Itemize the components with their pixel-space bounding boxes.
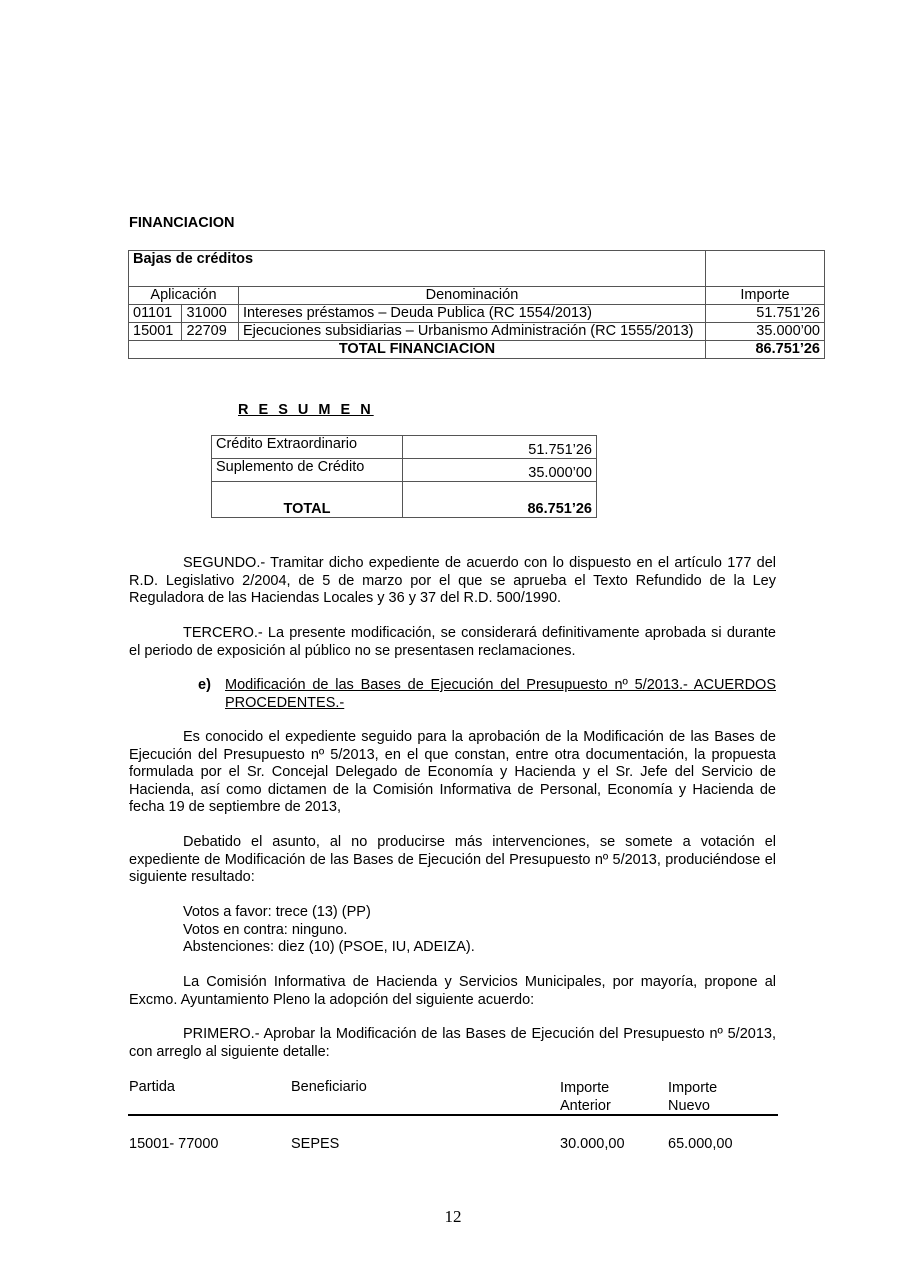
votacion-block [183,904,475,957]
resumen-table [211,435,597,518]
paragraph-tercero: TERCERO.- La presente modificación, se considerará definitivamente aprobada si durante el periodo de exposición al público no se presentasen reclamaciones. [129,625,776,659]
col-denominacion: Denominación [238,287,705,305]
divider [128,1114,778,1116]
total-financiacion-value: 86.751’26 [705,341,824,359]
paragraph-debatido: Debatido el asunto, al no producirse más intervenciones, se somete a votación el expediente de Modificación de las Bases de Ejecución del Presupuesto nº 5/2013, produciéndose el siguiente resultado: [129,834,776,885]
table-row [129,323,825,341]
financiacion-heading: FINANCIACION [129,215,235,231]
denominacion: Intereses préstamos – Deuda Publica (RC 1554/2013) [238,305,705,323]
abstenciones: Abstenciones: diez (10) (PSOE, IU, ADEIZA). [183,939,475,955]
detalle-partida: 15001- 77000 [129,1136,219,1152]
denominacion: Ejecuciones subsidiarias – Urbanismo Administración (RC 1555/2013) [238,323,705,341]
item-title: Modificación de las Bases de Ejecución del Presupuesto nº 5/2013.- ACUERDOS PROCEDENTES.- [225,677,776,711]
resumen-label: Crédito Extraordinario [212,436,403,459]
importe: 35.000’00 [705,323,824,341]
eco-code: 31000 [182,305,238,323]
resumen-total-label: TOTAL [212,482,403,518]
paragraph-comision: La Comisión Informativa de Hacienda y Servicios Municipales, por mayoría, propone al Excmo. Ayuntamiento Pleno la adopción del siguiente acuerdo: [129,974,776,1008]
resumen-total-value: 86.751’26 [403,482,597,518]
resumen-value: 51.751’26 [403,436,597,459]
paragraph-conocido: Es conocido el expediente seguido para la aprobación de la Modificación de las Bases de Ejecución del Presupuesto nº 5/2013, en el que constan, entre otra documentación, la propuesta formulada por el Sr. Concejal Delegado de Economía y Hacienda y el Sr. Jefe del Servicio de Hacienda, así como dictamen de la Comisión Informativa de Personal, Economía y Hacienda de fecha 19 de septiembre de 2013, [129,729,776,815]
importe: 51.751’26 [705,305,824,323]
votos-favor: Votos a favor: trece (13) (PP) [183,904,371,920]
page-number: 12 [444,1207,462,1226]
col-aplicacion: Aplicación [129,287,239,305]
col-partida: Partida [129,1079,175,1095]
detalle-nuevo: 65.000,00 [668,1136,733,1152]
table-row [212,459,597,482]
resumen-title: R E S U M E N [238,402,374,418]
detalle-anterior: 30.000,00 [560,1136,625,1152]
resumen-value: 35.000’00 [403,459,597,482]
eco-code: 22709 [182,323,238,341]
resumen-label: Suplemento de Crédito [212,459,403,482]
col-beneficiario: Beneficiario [291,1079,367,1095]
table-row [129,305,825,323]
org-code: 15001 [129,323,182,341]
paragraph-primero: PRIMERO.- Aprobar la Modificación de las Bases de Ejecución del Presupuesto nº 5/2013, con arreglo al siguiente detalle: [129,1026,776,1060]
col-importe-anterior: Importe Anterior [560,1080,611,1114]
detalle-beneficiario: SEPES [291,1136,340,1152]
org-code: 01101 [129,305,182,323]
col-importe: Importe [705,287,824,305]
item-letter: e) [198,677,211,693]
total-financiacion-label: TOTAL FINANCIACION [129,341,706,359]
bajas-label: Bajas de créditos [129,251,706,287]
financiacion-table [128,250,825,359]
paragraph-segundo: SEGUNDO.- Tramitar dicho expediente de acuerdo con lo dispuesto en el artículo 177 del R.D. Legislativo 2/2004, de 5 de marzo por el que se aprueba el Texto Refundido de la Ley Reguladora de las Haciendas Locales y 36 y 37 del R.D. 500/1990. [129,555,776,606]
votos-contra: Votos en contra: ninguno. [183,921,348,938]
table-row [212,436,597,459]
col-importe-nuevo: Importe Nuevo [668,1080,718,1114]
